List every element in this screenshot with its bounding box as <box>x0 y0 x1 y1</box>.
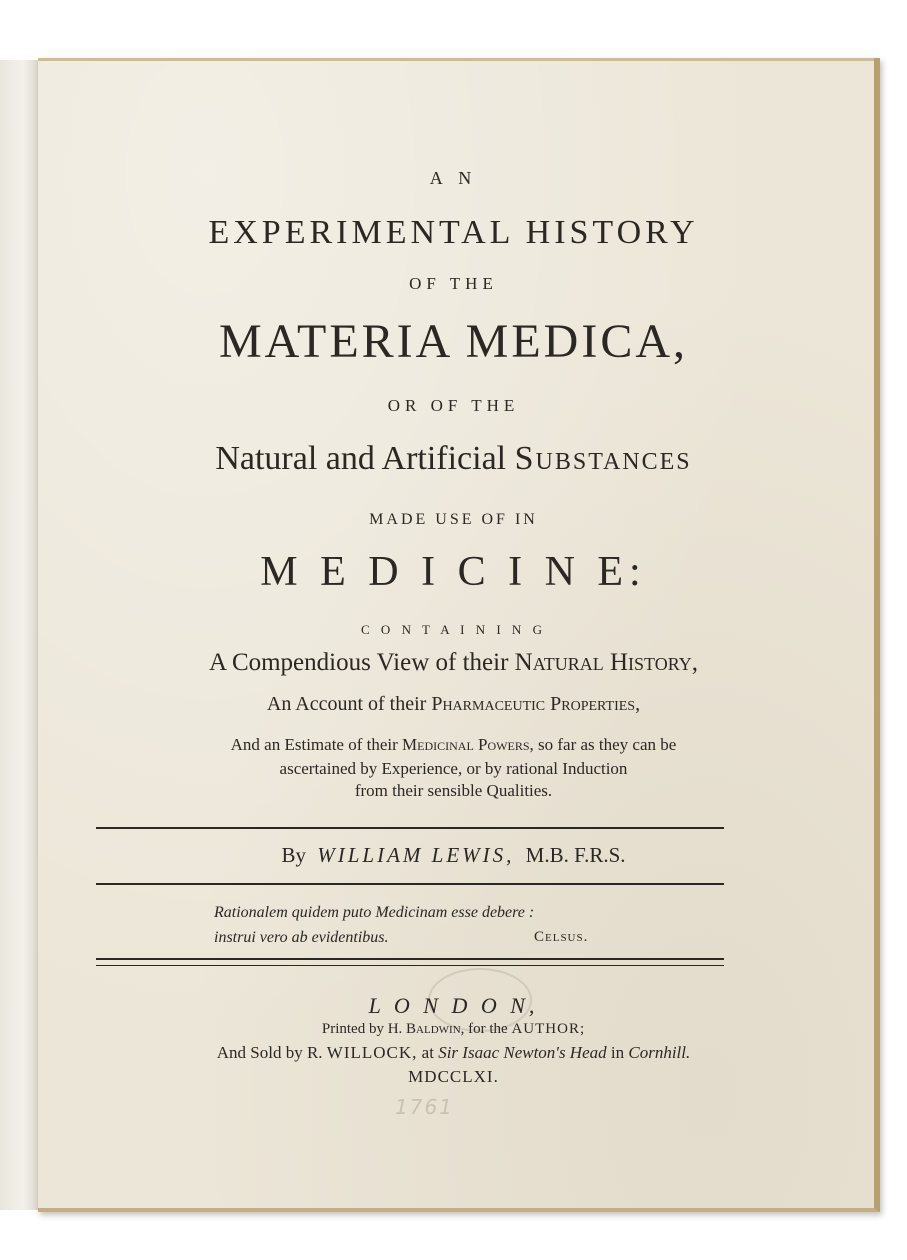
title-an: A N <box>429 168 478 188</box>
double-rule-top <box>96 958 724 960</box>
page-top-edge <box>38 58 874 61</box>
imprint-at: at <box>421 1043 434 1062</box>
contents-medicinal-powers: Medicinal Powers, <box>402 735 534 754</box>
contents-line-1 <box>0 649 907 677</box>
title-substances: Substances <box>514 440 692 477</box>
author-name: WILLIAM LEWIS, <box>317 843 515 867</box>
imprint-sold-line <box>0 1043 907 1063</box>
imprint-printed-by: Printed by H. <box>321 1021 403 1037</box>
contents-line-5: from their sensible Qualities. <box>354 781 553 800</box>
imprint-printer: Baldwin, <box>406 1021 465 1037</box>
contents-line-2-text: An Account of their <box>266 693 427 715</box>
imprint-sold-by: And Sold by R. <box>216 1043 323 1062</box>
title-experimental-history: EXPERIMENTAL HISTORY <box>208 214 699 251</box>
imprint-seller: WILLOCK, <box>326 1043 418 1062</box>
motto-line-2: instrui vero ab evidentibus. <box>214 929 389 946</box>
contents-line-3-text: And an Estimate of their <box>230 735 398 754</box>
contents-natural-history: Natural History, <box>514 649 698 676</box>
contents-containing: C O N T A I N I N G <box>361 622 546 637</box>
title-natural-artificial-text: Natural and Artificial <box>215 440 507 477</box>
imprint-shop-sign: Sir Isaac Newton's Head <box>438 1043 607 1062</box>
motto-attribution: Celsus. <box>534 929 589 945</box>
pencil-annotation: 1761 <box>395 1095 454 1119</box>
imprint-for-the: for the <box>468 1021 508 1037</box>
title-medicine: M E D I C I N E: <box>260 549 647 595</box>
imprint-location: Cornhill. <box>628 1043 691 1062</box>
imprint-year: MDCCLXI. <box>408 1067 499 1086</box>
title-made-use-of-in: MADE USE OF IN <box>369 511 538 528</box>
contents-line-4: ascertained by Experience, or by rational Induction <box>279 759 628 778</box>
contents-line-3 <box>0 735 907 755</box>
rule-above-author <box>96 827 724 829</box>
author-credentials: M.B. F.R.S. <box>525 843 626 867</box>
author-line <box>0 843 907 868</box>
imprint-printed-line <box>0 1021 907 1038</box>
double-rule-bottom <box>96 965 724 966</box>
rule-below-author <box>96 883 724 885</box>
contents-pharmaceutic-properties: Pharmaceutic Properties, <box>431 693 641 715</box>
contents-line-2 <box>0 693 907 716</box>
imprint-author: AUTHOR; <box>511 1021 586 1037</box>
title-of-the: OF THE <box>409 274 498 293</box>
contents-line-1-text: A Compendious View of their <box>209 649 509 676</box>
imprint-city: L O N D O N, <box>368 993 539 1018</box>
title-natural-artificial <box>0 440 907 478</box>
author-by: By <box>281 843 306 867</box>
title-or-of-the: OR OF THE <box>387 396 520 415</box>
imprint-in: in <box>610 1043 625 1062</box>
motto-line-1: Rationalem quidem puto Medicinam esse debere : <box>214 904 535 921</box>
title-materia-medica: MATERIA MEDICA, <box>218 315 688 368</box>
contents-line-3-end: so far as they can be <box>538 735 677 754</box>
